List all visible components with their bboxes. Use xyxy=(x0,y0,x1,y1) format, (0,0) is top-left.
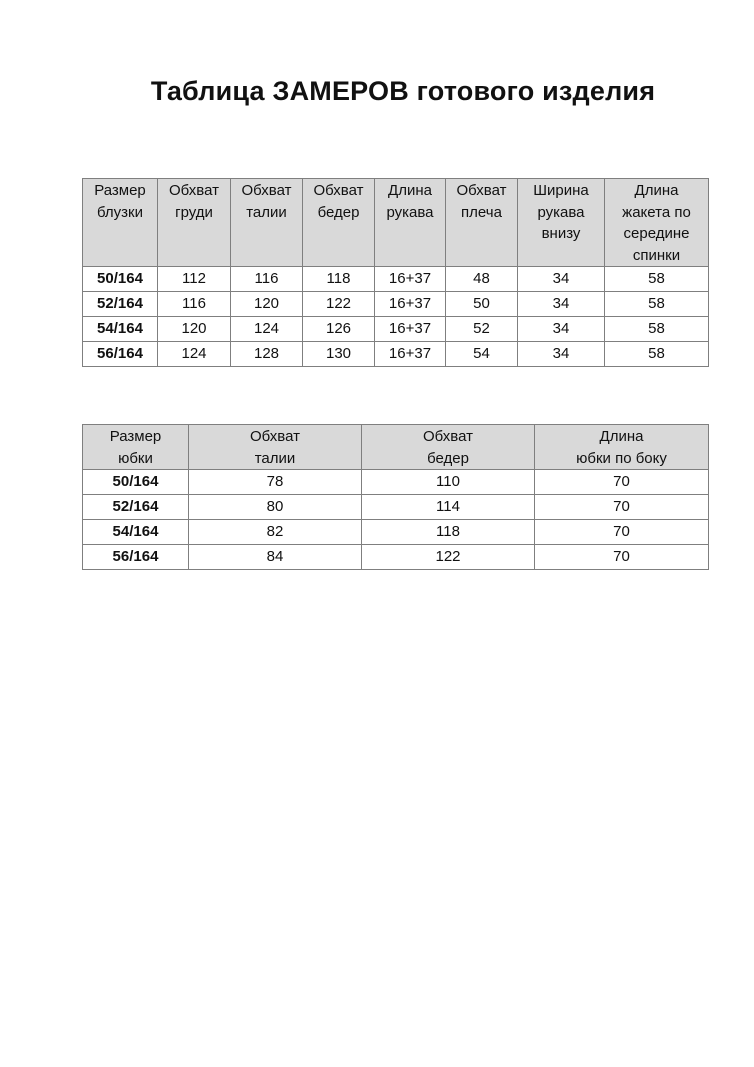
table-cell: 114 xyxy=(362,495,535,520)
table-cell: 116 xyxy=(158,292,231,317)
table-cell: 16+37 xyxy=(375,342,446,367)
table-cell: 50 xyxy=(446,292,518,317)
table-cell: 16+37 xyxy=(375,317,446,342)
header-cell: Длина юбки по боку xyxy=(535,425,709,470)
table-cell: 58 xyxy=(605,267,709,292)
size-cell: 50/164 xyxy=(83,470,189,495)
table-cell: 34 xyxy=(518,317,605,342)
table-cell: 58 xyxy=(605,342,709,367)
table-cell: 130 xyxy=(303,342,375,367)
table-cell: 58 xyxy=(605,292,709,317)
table-row xyxy=(83,317,709,342)
size-cell: 56/164 xyxy=(83,342,158,367)
header-cell: Обхват груди xyxy=(158,179,231,267)
header-cell: Обхват бедер xyxy=(303,179,375,267)
table-row xyxy=(83,267,709,292)
table-cell: 34 xyxy=(518,267,605,292)
table-cell: 120 xyxy=(158,317,231,342)
skirt-measurements-table xyxy=(82,424,709,570)
table-cell: 70 xyxy=(535,545,709,570)
table-header-row xyxy=(83,425,709,470)
header-cell: Ширина рукава внизу xyxy=(518,179,605,267)
table-cell: 128 xyxy=(231,342,303,367)
header-cell: Обхват талии xyxy=(189,425,362,470)
table-cell: 78 xyxy=(189,470,362,495)
table-cell: 120 xyxy=(231,292,303,317)
table-cell: 48 xyxy=(446,267,518,292)
size-cell: 56/164 xyxy=(83,545,189,570)
table-cell: 118 xyxy=(303,267,375,292)
table-cell: 84 xyxy=(189,545,362,570)
header-cell: Длина жакета по середине спинки xyxy=(605,179,709,267)
table-cell: 126 xyxy=(303,317,375,342)
table-cell: 34 xyxy=(518,342,605,367)
size-cell: 50/164 xyxy=(83,267,158,292)
header-cell: Обхват талии xyxy=(231,179,303,267)
table-cell: 54 xyxy=(446,342,518,367)
table-cell: 122 xyxy=(303,292,375,317)
table-cell: 58 xyxy=(605,317,709,342)
table-cell: 118 xyxy=(362,520,535,545)
table-cell: 82 xyxy=(189,520,362,545)
page-title: Таблица ЗАМЕРОВ готового изделия xyxy=(150,76,656,106)
table-cell: 122 xyxy=(362,545,535,570)
table-cell: 110 xyxy=(362,470,535,495)
header-cell: Обхват бедер xyxy=(362,425,535,470)
blouse-measurements-table xyxy=(82,178,709,367)
header-cell: Размер блузки xyxy=(83,179,158,267)
table-cell: 16+37 xyxy=(375,292,446,317)
table-cell: 116 xyxy=(231,267,303,292)
table-row xyxy=(83,342,709,367)
header-cell: Размер юбки xyxy=(83,425,189,470)
table-row xyxy=(83,545,709,570)
table-cell: 124 xyxy=(231,317,303,342)
table-cell: 70 xyxy=(535,495,709,520)
table-cell: 112 xyxy=(158,267,231,292)
size-cell: 54/164 xyxy=(83,520,189,545)
table-cell: 70 xyxy=(535,520,709,545)
size-cell: 54/164 xyxy=(83,317,158,342)
table-header-row xyxy=(83,179,709,267)
header-cell: Обхват плеча xyxy=(446,179,518,267)
size-cell: 52/164 xyxy=(83,292,158,317)
table-row xyxy=(83,470,709,495)
size-cell: 52/164 xyxy=(83,495,189,520)
table-row xyxy=(83,520,709,545)
table-cell: 52 xyxy=(446,317,518,342)
header-cell: Длина рукава xyxy=(375,179,446,267)
table-cell: 124 xyxy=(158,342,231,367)
table-row xyxy=(83,292,709,317)
table-cell: 34 xyxy=(518,292,605,317)
table-row xyxy=(83,495,709,520)
table-cell: 70 xyxy=(535,470,709,495)
table-cell: 80 xyxy=(189,495,362,520)
table-cell: 16+37 xyxy=(375,267,446,292)
